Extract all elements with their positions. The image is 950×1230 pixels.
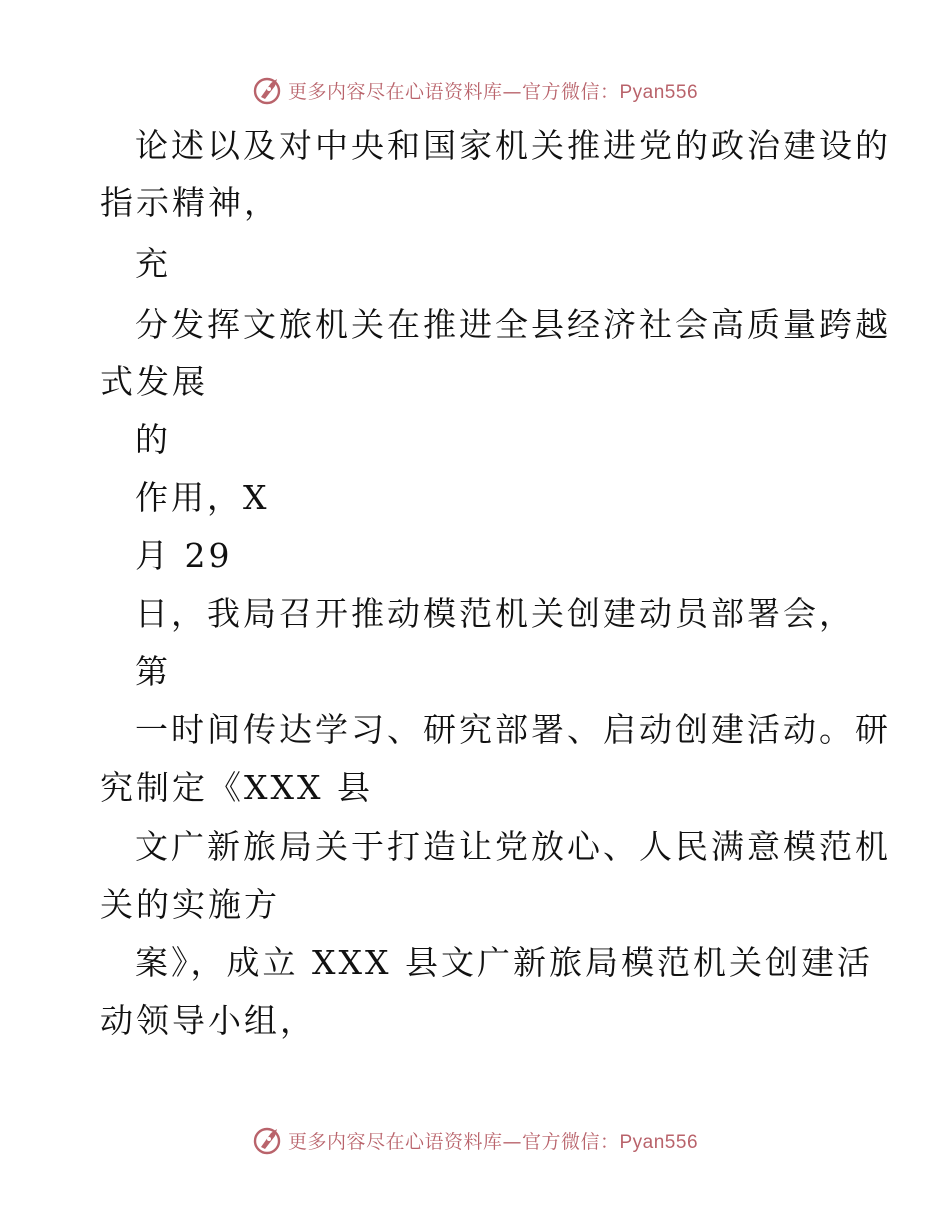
text-line: 案》，成立 XXX 县文广新旅局模范机关创建活	[135, 943, 873, 982]
text-line: 的	[135, 420, 171, 459]
text-line: 文广新旅局关于打造让党放心、人民满意模范机	[135, 827, 891, 866]
text-line: 一时间传达学习、研究部署、启动创建活动。研	[135, 710, 891, 749]
header-watermark	[0, 72, 950, 108]
text-line: 指示精神，	[100, 183, 280, 222]
text-line: 论述以及对中央和国家机关推进党的政治建设的	[135, 126, 891, 165]
pen-nib-circle-icon	[252, 1124, 284, 1156]
pen-nib-circle-icon	[252, 74, 284, 106]
text-line: 第	[135, 652, 171, 691]
text-line: 究制定《XXX 县	[100, 768, 373, 807]
text-line: 月 29	[135, 536, 233, 575]
text-line: 式发展	[100, 362, 208, 401]
footer-watermark	[0, 1122, 950, 1158]
text-line: 日，我局召开推动模范机关创建动员部署会，	[135, 594, 855, 633]
text-line: 动领导小组，	[100, 1001, 316, 1040]
text-line: 充	[135, 244, 171, 283]
text-line: 作用，X	[135, 478, 270, 517]
text-line: 分发挥文旅机关在推进全县经济社会高质量跨越	[135, 305, 891, 344]
text-line: 关的实施方	[100, 885, 280, 924]
watermark-text: 更多内容尽在心语资料库—官方微信：Pyan556	[287, 80, 699, 103]
watermark-text: 更多内容尽在心语资料库—官方微信：Pyan556	[287, 1130, 699, 1153]
